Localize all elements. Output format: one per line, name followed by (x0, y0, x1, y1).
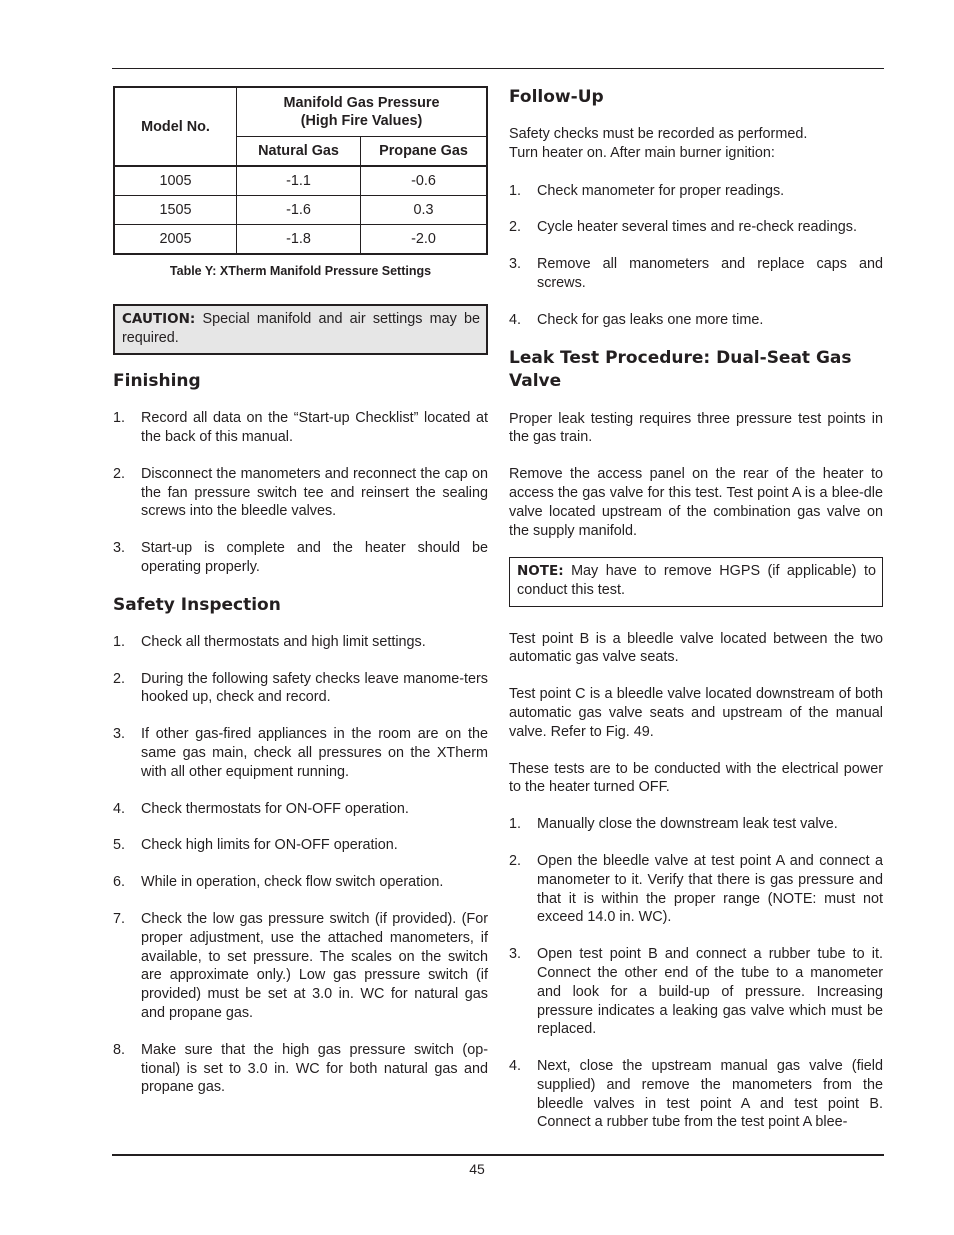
list-item: 1. Check all thermostats and high limit settings. (113, 633, 426, 650)
leak-para-1: Proper leak testing requires three pressure test points in the gas train. (509, 410, 883, 446)
list-item: 1. Record all data on the “Start-up Checklist” located at the back of this manual. (113, 410, 488, 445)
cell-natural: -1.8 (237, 225, 361, 255)
caution-label: CAUTION: (122, 311, 196, 327)
table-row (114, 196, 487, 225)
list-item: 2. Cycle heater several times and re-check readings. (509, 219, 857, 236)
header-propane-gas: Propane Gas (361, 137, 488, 167)
left-column (113, 86, 488, 1097)
note-label: NOTE: (517, 563, 564, 580)
leak-test-list (509, 815, 883, 1132)
follow-up-list (509, 182, 883, 330)
list-item: 8. Make sure that the high gas pressure switch (op-tional) is set to 3.0 in. WC for both natural gas and propane gas. (113, 1041, 488, 1096)
finishing-heading: Finishing (113, 371, 201, 392)
follow-up-intro: Safety checks must be recorded as performed. Turn heater on. After main burner ignition: (509, 126, 808, 161)
cell-natural: -1.1 (237, 166, 361, 196)
list-item: 3. Remove all manometers and replace caps and screws. (509, 256, 883, 291)
leak-para-2: Remove the access panel on the rear of the heater to access the gas valve for this test. Test point A is a blee-dle valve located upstream of the combination gas valve on the supply manifold. (509, 466, 883, 539)
list-item: 6. While in operation, check flow switch operation. (113, 874, 444, 891)
list-item: 5. Check high limits for ON-OFF operation. (113, 837, 398, 854)
leak-para-5: These tests are to be conducted with the electrical power to the heater turned OFF. (509, 760, 883, 796)
safety-inspection-heading: Safety Inspection (113, 594, 281, 615)
leak-test-heading: Leak Test Procedure: Dual-Seat Gas Valve (509, 347, 852, 391)
table-caption: Table Y: XTherm Manifold Pressure Settings (169, 264, 432, 278)
top-rule (112, 68, 884, 69)
list-item: 1. Check manometer for proper readings. (509, 182, 785, 199)
list-item: 4. Check for gas leaks one more time. (509, 311, 764, 328)
leak-para-3: Test point B is a bleedle valve located between the two automatic gas valve seats. (509, 630, 883, 666)
cell-propane: -2.0 (361, 225, 488, 255)
note-box (509, 557, 883, 606)
table-row (114, 225, 487, 255)
caution-box (113, 304, 488, 355)
list-item: 1. Manually close the downstream leak test valve. (509, 816, 838, 833)
list-item: 7. Check the low gas pressure switch (if provided). (For proper adjustment, use the attached manometers, if available, to set pressure. The scales on the switch are approximate only.) Low gas pressure switch (if provided) must be set at 3.0 in. WC for natural gas and propane gas. (113, 910, 488, 1021)
header-manifold-group: Manifold Gas Pressure (High Fire Values) (237, 87, 488, 137)
manifold-pressure-table (113, 86, 488, 255)
list-item: 3. Start-up is complete and the heater should be operating properly. (113, 540, 488, 575)
list-item: 3. If other gas-fired appliances in the room are on the same gas main, check all pressures on the XTherm with all other equipment running. (113, 726, 488, 780)
list-item: 3. Open test point B and connect a rubber tube to it. Connect the other end of the tube to a manometer and look for a build-up of pressure. Increasing pressure indicates a leaking gas valve which must be replaced. (509, 946, 883, 1038)
table-row (114, 166, 487, 196)
header-natural-gas: Natural Gas (237, 137, 361, 167)
cell-model: 2005 (114, 225, 237, 255)
page-number: 45 (469, 1161, 485, 1177)
note-text: May have to remove HGPS (if applicable) to conduct this test. (517, 563, 876, 598)
list-item: 2. Disconnect the manometers and reconnect the cap on the fan pressure switch tee and reinsert the sealing screws into the bleedle valves. (113, 465, 488, 520)
list-item: 2. Open the bleedle valve at test point A and connect a manometer to it. Verify that there is gas pressure and that it is within the proper range (NOTE: must not exceed 14.0 in. WC). (509, 852, 883, 926)
cell-natural: -1.6 (237, 196, 361, 225)
caution-text: Special manifold and air settings may be required. (122, 311, 480, 346)
finishing-list (113, 409, 488, 577)
list-item: 2. During the following safety checks leave manome-ters hooked up, check and record. (113, 670, 488, 706)
header-model: Model No. (114, 87, 237, 166)
cell-propane: 0.3 (361, 196, 488, 225)
cell-model: 1505 (114, 196, 237, 225)
follow-up-heading: Follow-Up (509, 87, 604, 107)
leak-para-4: Test point C is a bleedle valve located downstream of both automatic gas valve seats and upstream of the manual valve. Refer to Fig. 49. (509, 686, 883, 740)
list-item: 4. Next, close the upstream manual gas valve (field supplied) and remove the manometers from the bleedle valves in test point A and test point B. Connect a rubber tube from the test point A blee- (509, 1058, 883, 1131)
safety-list (113, 633, 488, 1097)
bottom-rule (112, 1154, 884, 1156)
cell-propane: -0.6 (361, 166, 488, 196)
cell-model: 1005 (114, 166, 237, 196)
right-column (509, 86, 883, 1132)
list-item: 4. Check thermostats for ON-OFF operation. (113, 800, 409, 817)
